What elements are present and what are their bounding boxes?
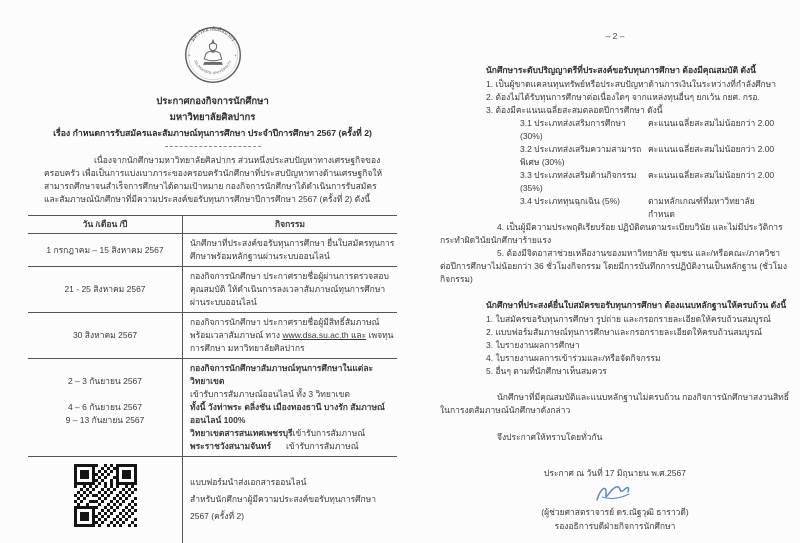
- signature-graphic: [592, 483, 638, 505]
- column-header-activity: กิจกรรม: [274, 219, 305, 229]
- qualification-item: 1. เป็นผู้ขาดแคลนทุนทรัพย์หรือประสบปัญหาด้านการเงินในระหว่างที่กำลังศึกษา: [486, 79, 777, 89]
- campus-name: วิทยาเขตสารสนเทศเพชรบุรี: [190, 428, 293, 438]
- schedule-date: 2 – 3 กันยายน 2567: [67, 376, 143, 386]
- gpa-requirement: ตามหลักเกณฑ์ที่มหาวิทยาลัยกำหนด: [648, 196, 755, 219]
- signature-icon: [440, 483, 790, 505]
- gpa-requirement: คะแนนเฉลี่ยสะสมไม่น้อยกว่า 2.00: [648, 144, 775, 154]
- qualification-item: 3. ต้องมีคะแนนเฉลี่ยสะสมตลอดปีการศึกษา ดังนี้: [486, 105, 663, 115]
- qualification-item: 2. ต้องไม่ได้รับทุนการศึกษาต่อเนื่องใดๆ จากแหล่งทุนอื่นๆ ยกเว้น กยศ. กรอ.: [486, 92, 760, 102]
- seal-left-cross: +: [187, 53, 190, 59]
- document-item: 2. แบบฟอร์มสัมภาษณ์ทุนการศึกษาและกรอกรายละเอียดให้ครบถ้วนสมบูรณ์: [486, 327, 763, 337]
- seal-top-text: มหาวิทยาลัยศิลปากร: [189, 26, 236, 43]
- intro-paragraph: เนื่องจากนักศึกษามหาวิทยาลัยศิลปากร ส่วนหนึ่งประสบปัญหาทางเศรษฐกิจของครอบครัว เพื่อเป็นการแบ่งเบาภาระของครอบครัวนักศึกษาที่ประสบปัญหาทางด้านเศรษฐกิจให้สามารถศึกษาจนสำเร็จการศึกษาได้ตามเป้าหมาย กองกิจการนักศึกษาได้ดำเนินการรับสมัครและสัมภาษณ์นักศึกษาที่มีความประสงค์ขอรับทุนการศึกษาปีการศึกษา 2567 (ครั้งที่ 2) ดังนี้: [44, 155, 383, 204]
- seal-right-cross: +: [233, 53, 237, 59]
- schedule-date: 4 – 6 กันยายน 2567: [67, 402, 143, 412]
- table-row: [28, 313, 397, 359]
- schedule-date: 9 – 13 กันยายน 2567: [65, 415, 145, 425]
- qualification-item: 5. ต้องมีจิตอาสาช่วยเหลืองานของมหาวิทยาลัย ชุมชน และ/หรือคณะ/ภาควิชา ต่อปีการศึกษาไม่น้อยกว่า 36 ชั่วโมงกิจกรรม โดยมีการบันทึกการปฏิบัติงานเป็นหลักฐาน (ชั่วโมงกิจกรรม): [440, 248, 788, 284]
- table-header-row: [28, 216, 397, 234]
- scholarship-type: 3.3 ประเภทส่งเสริมด้านกิจกรรม (35%): [520, 170, 637, 193]
- qr-code: [74, 464, 137, 527]
- page-2: [440, 0, 790, 531]
- table-row: [28, 457, 397, 543]
- reserve-rights-note: นักศึกษาที่มีคุณสมบัติและแนบหลักฐานไม่ครบถ้วน กองกิจการนักศึกษาสงวนสิทธิ์ในการงดสัมภาษณ์นักศึกษาดังกล่าว: [440, 392, 789, 415]
- schedule-activity: [183, 359, 397, 456]
- gpa-requirement: คะแนนเฉลี่ยสะสมไม่น้อยกว่า 2.00: [648, 170, 775, 180]
- gpa-requirement-row: [520, 117, 778, 143]
- page-1: [28, 0, 397, 521]
- activity-text: เพจทุนการศึกษา มหาวิทยาลัยศิลปากร: [190, 330, 394, 353]
- document-item: 5. อื่นๆ ตามที่นักศึกษาเห็นสมควร: [486, 366, 607, 376]
- interview-note-line: ทั้งนี้ วังท่าพระ ตลิ่งชัน เมืองทองธานี บางรัก สัมภาษณ์ออนไลน์ 100%: [190, 402, 385, 425]
- gpa-requirement: คะแนนเฉลี่ยสะสมไม่น้อยกว่า 2.00: [648, 118, 775, 128]
- schedule-activity: นักศึกษาที่ประสงค์ขอรับทุนการศึกษา ยื่นใบสมัครทุนการศึกษาพร้อมหลักฐานผ่านระบบออนไลน์: [190, 238, 395, 261]
- schedule-activity: กองกิจการนักศึกษา ประกาศรายชื่อผู้ผ่านการตรวจสอบคุณสมบัติ ให้ดำเนินการลงเวลาสัมภาษณ์ทุนการศึกษา ผ่านระบบออนไลน์: [190, 271, 389, 307]
- table-row: [28, 234, 397, 267]
- documents-heading: นักศึกษาที่ประสงค์ยื่นใบสมัครขอรับทุนการศึกษา ต้องแนบหลักฐานให้ครบถ้วน ดังนี้: [486, 300, 787, 310]
- divider-rule: [165, 146, 261, 147]
- campus-name: พระราชวังสนามจันทร์: [190, 441, 272, 451]
- column-header-date: วัน /เดือน /ปี: [28, 216, 183, 233]
- announcement-date: ประกาศ ณ วันที่ 17 มิถุนายน พ.ศ.2567: [544, 468, 686, 478]
- schedule-table: [28, 215, 397, 543]
- svg-text:SILPAKORN UNIVERSITY: [193, 59, 232, 75]
- table-row: [28, 359, 397, 457]
- announcement-title-university: มหาวิทยาลัยศิลปากร: [169, 112, 256, 123]
- gpa-requirement-row: [520, 169, 778, 195]
- table-row: [28, 267, 397, 313]
- signer-name: (ผู้ช่วยศาสตราจารย์ ดร.ณัฐวุฒิ ธาราวดี): [541, 507, 689, 517]
- interview-campus-line: [190, 427, 395, 440]
- announcement-title-org: ประกาศกองกิจการนักศึกษา: [156, 96, 269, 107]
- university-seal-icon: [184, 26, 242, 88]
- qualification-item: 4. เป็นผู้มีความประพฤติเรียบร้อย ปฏิบัติตนตามระเบียบวินัย และไม่มีประวัติการกระทำผิดวินัยนักศึกษาร้ายแรง: [440, 222, 783, 245]
- document-item: 4. ใบรายงานผลการเข้าร่วมและ/หรือจัดกิจกรรม: [486, 353, 661, 363]
- scholarship-type: 3.4 ประเภททุนฉุกเฉิน (5%): [520, 196, 620, 206]
- seal-deity-figure: [203, 39, 223, 65]
- scholarship-type: 3.1 ประเภทส่งเสริมการศึกษา (30%): [520, 118, 626, 141]
- closing-statement: จึงประกาศให้ทราบโดยทั่วกัน: [497, 432, 603, 442]
- schedule-date: 1 กรกฎาคม – 15 สิงหาคม 2567: [28, 234, 183, 266]
- interview-online-line: เข้ารับการสัมภาษณ์ออนไลน์ ทั้ง 3 วิทยาเขต: [190, 389, 350, 399]
- schedule-dates-stack: [28, 359, 183, 456]
- qr-cell: [28, 457, 183, 543]
- qr-caption-line: แบบฟอร์มนำส่งเอกสารออนไลน์: [190, 477, 307, 487]
- campus-detail: เข้ารับการสัมภาษณ์: [286, 441, 359, 451]
- website-link: www.dsa.su.ac.th และ: [282, 330, 367, 340]
- interview-heading: กองกิจการนักศึกษาสัมภาษณ์ทุนการศึกษาในแต่ละวิทยาเขต: [190, 363, 374, 386]
- document-item: 3. ใบรายงานผลการศึกษา: [486, 340, 580, 350]
- scholarship-type: 3.2 ประเภทส่งเสริมความสามารถพิเศษ (30%): [520, 144, 642, 167]
- signer-title: รองอธิการบดีฝ่ายกิจการนักศึกษา: [554, 521, 676, 531]
- qualifications-heading: นักศึกษาระดับปริญญาตรีที่ประสงค์ขอรับทุนการศึกษา ต้องมีคุณสมบัติ ดังนี้: [486, 65, 756, 75]
- seal-bottom-text: SILPAKORN UNIVERSITY: [192, 59, 233, 76]
- campus-detail: เข้ารับการสัมภาษณ์: [292, 428, 366, 438]
- schedule-date: 21 - 25 สิงหาคม 2567: [28, 267, 183, 312]
- document-item: 1. ใบสมัครขอรับทุนการศึกษา รูปถ่าย และกรอกรายละเอียดให้ครบถ้วนสมบูรณ์: [486, 314, 771, 324]
- qr-caption: [183, 457, 397, 543]
- seal-graphic: [184, 26, 242, 84]
- announcement-subject: เรื่อง กำหนดการรับสมัครและสัมภาษณ์ทุนการศึกษา ประจำปีการศึกษา 2567 (ครั้งที่ 2): [53, 128, 372, 138]
- interview-campus-line: [190, 440, 395, 453]
- page-number: – 2 –: [605, 31, 625, 41]
- gpa-requirement-row: [520, 143, 778, 169]
- schedule-date: 30 สิงหาคม 2567: [28, 313, 183, 358]
- gpa-requirement-row: [520, 195, 778, 221]
- qr-caption-line: สำหรับนักศึกษาผู้มีความประสงค์ขอรับทุนการศึกษา 2567 (ครั้งที่ 2): [190, 494, 377, 521]
- activity-text: กองกิจการนักศึกษา ประกาศรายชื่อผู้มีสิทธิ์สัมภาษณ์ พร้อมเวลาสัมภาษณ์ ทาง: [190, 317, 380, 340]
- schedule-activity: [183, 313, 397, 358]
